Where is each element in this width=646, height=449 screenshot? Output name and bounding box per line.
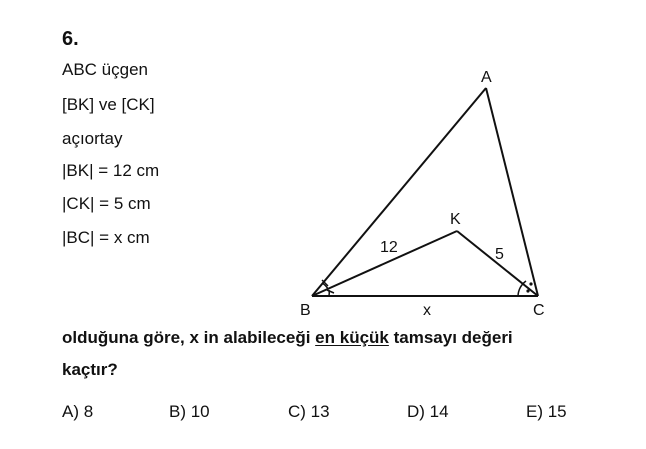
question-emphasis: en küçük	[315, 328, 389, 347]
vertex-b-label: B	[300, 302, 311, 319]
segment-ck	[457, 231, 538, 296]
question-text-before: olduğuna göre, x in alabileceği	[62, 328, 316, 347]
option-a[interactable]: A) 8	[62, 402, 94, 421]
side-ac	[486, 88, 538, 296]
option-c[interactable]: C) 13	[288, 402, 330, 421]
point-k-label: K	[450, 211, 461, 228]
given-bisectors: [BK] ve [CK]	[62, 95, 155, 114]
angle-tick-b-2	[327, 290, 334, 293]
answer-options	[62, 402, 602, 424]
option-b[interactable]: B) 10	[169, 402, 210, 421]
given-bc-length: |BC| = x cm	[62, 228, 150, 247]
given-bk-length: |BK| = 12 cm	[62, 161, 160, 180]
bk-length-label: 12	[380, 239, 398, 256]
given-ck-length: |CK| = 5 cm	[62, 194, 151, 213]
vertex-a-label: A	[481, 69, 492, 86]
bc-length-label: x	[423, 302, 431, 319]
angle-dot-c-2	[529, 282, 532, 285]
vertex-c-label: C	[533, 302, 545, 319]
question-text-after: tamsayı değeri	[388, 328, 513, 347]
angle-dot-c-1	[526, 289, 529, 292]
question-line-1	[62, 327, 513, 349]
given-bisector-word: açıortay	[62, 129, 123, 148]
option-d[interactable]: D) 14	[407, 402, 449, 421]
question-number: 6.	[62, 28, 79, 50]
side-ab	[312, 88, 486, 296]
ck-length-label: 5	[495, 246, 504, 263]
option-e[interactable]: E) 15	[526, 402, 567, 421]
question-line-2: kaçtır?	[62, 360, 118, 379]
given-triangle: ABC üçgen	[62, 60, 148, 79]
